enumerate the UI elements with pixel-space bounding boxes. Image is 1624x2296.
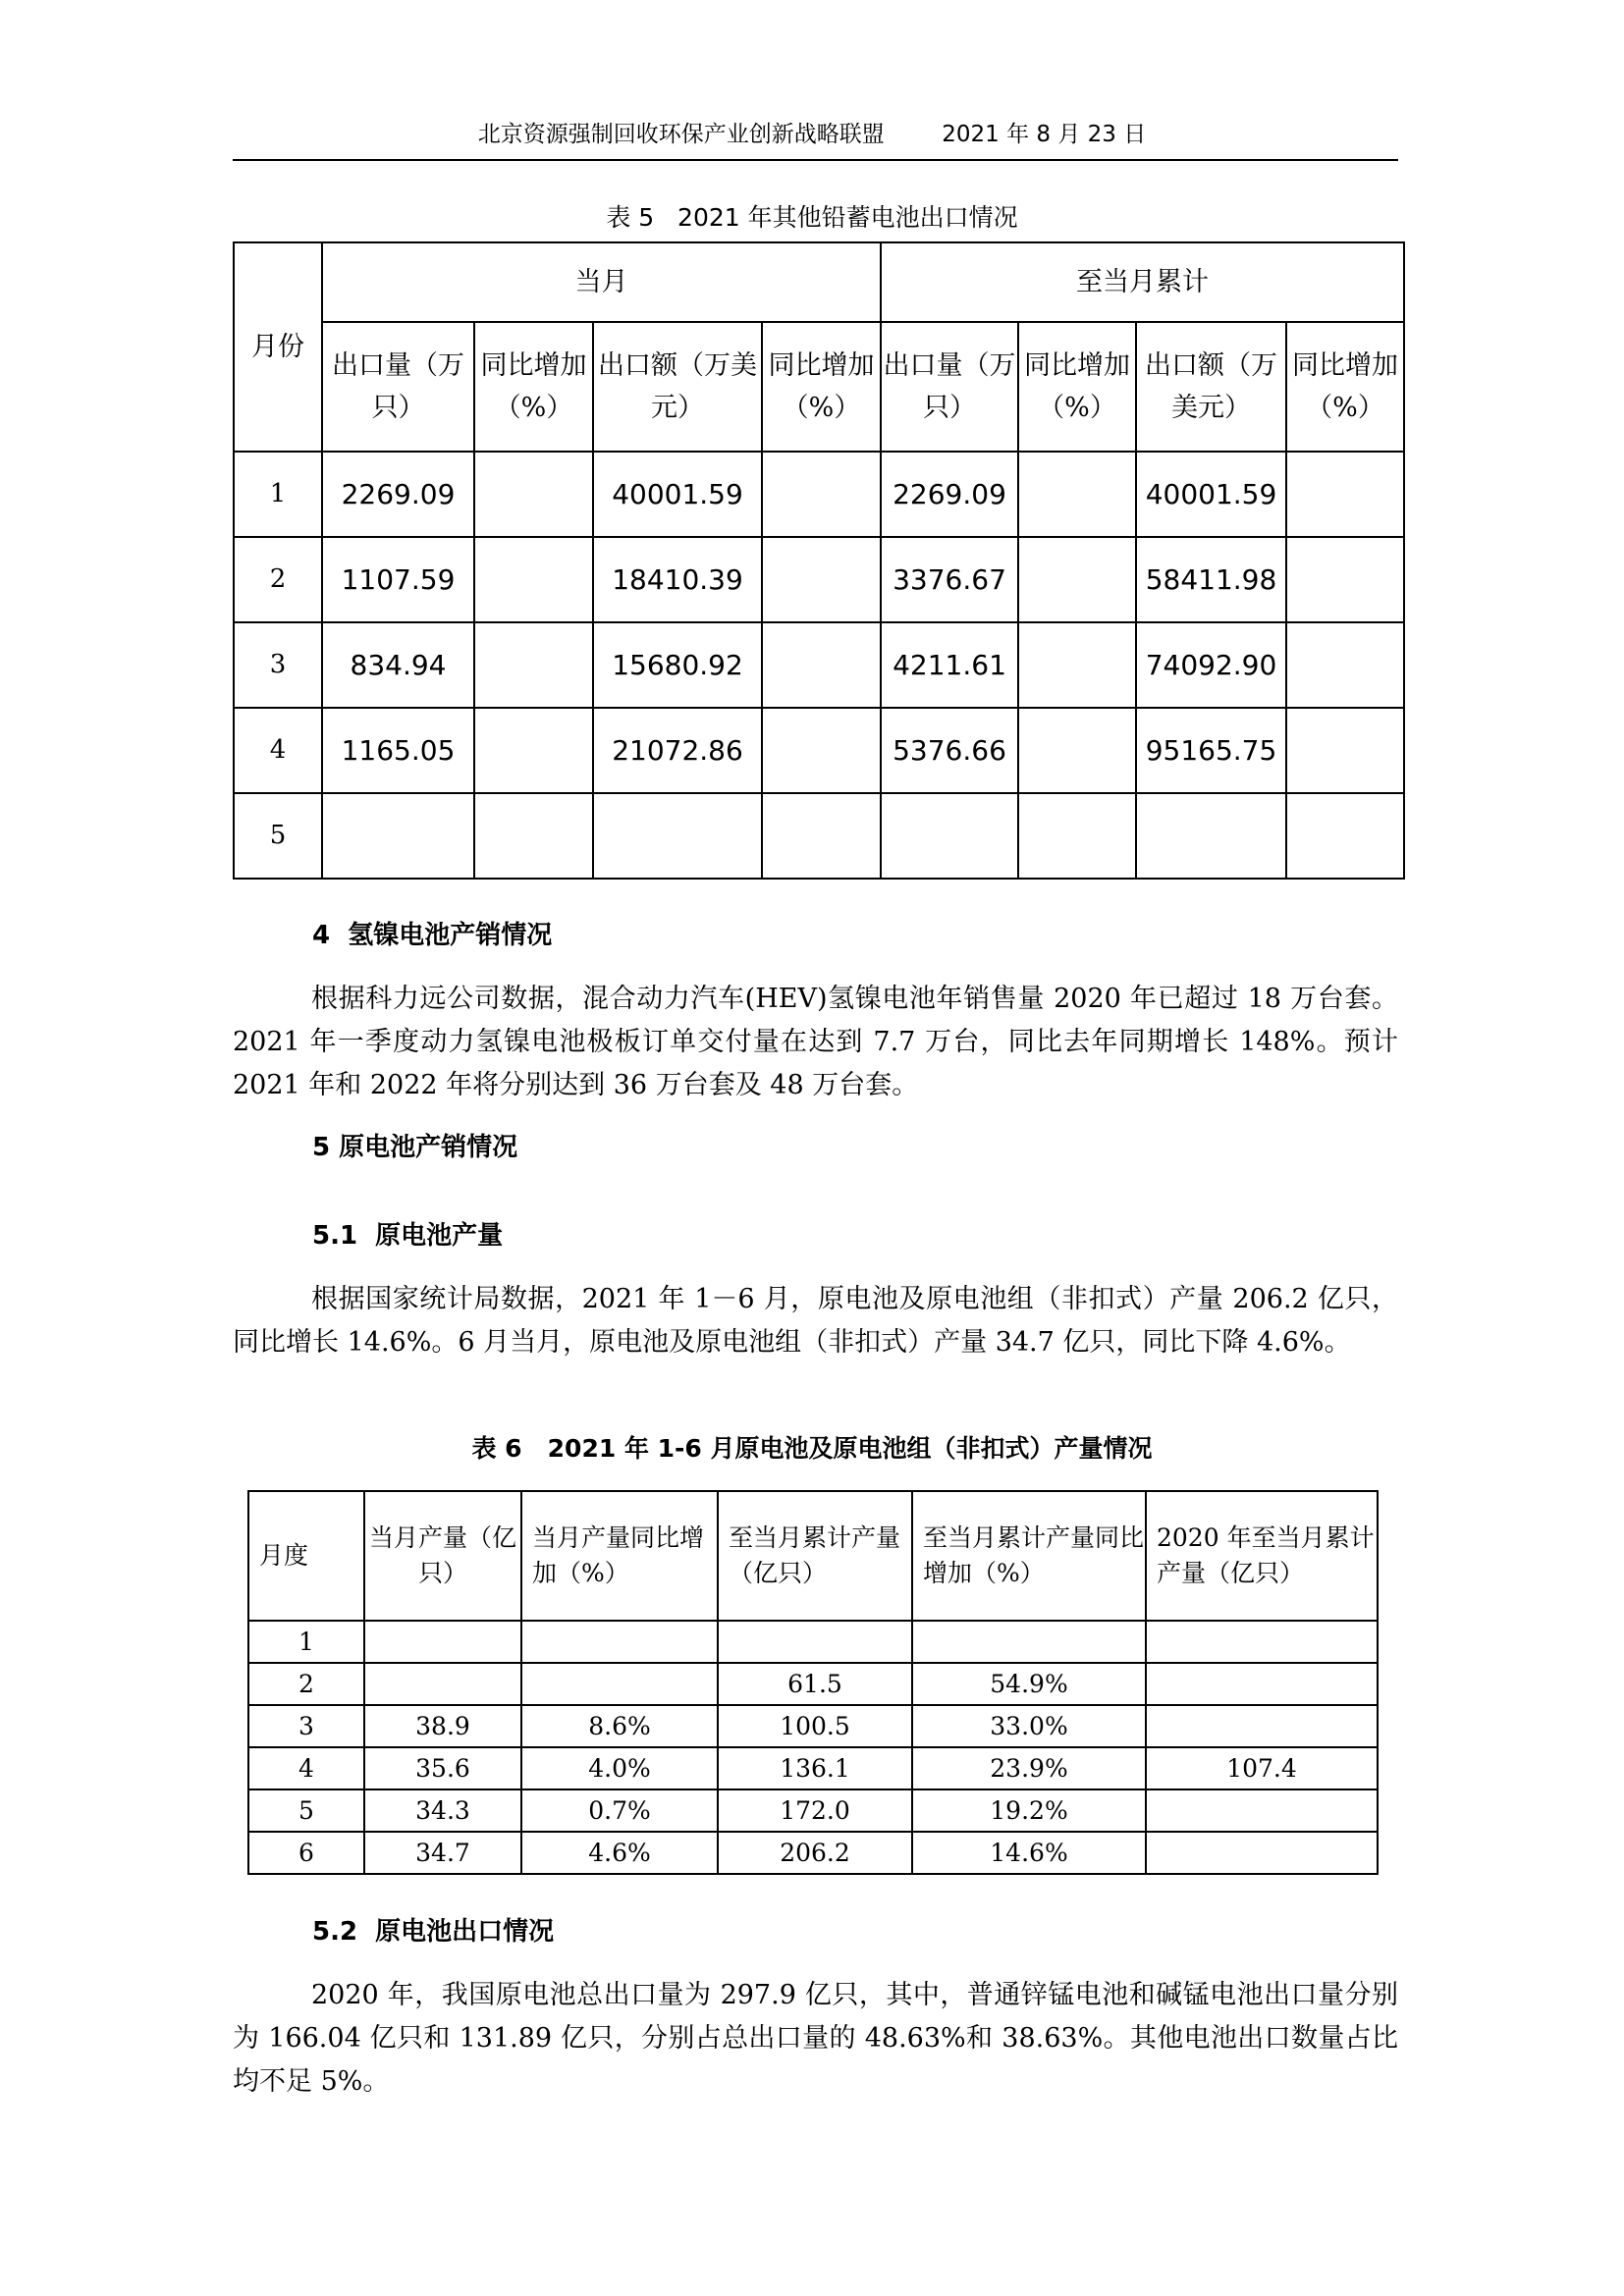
table6-cell-month: 4 [248, 1747, 364, 1789]
table5-cell: 15680.92 [593, 622, 762, 708]
table6-cell-month: 6 [248, 1832, 364, 1874]
table5-cell: 18410.39 [593, 537, 762, 622]
table5-cell [1286, 452, 1404, 537]
header-date: 2021 年 8 月 23 日 [942, 122, 1147, 147]
table6-cell [364, 1663, 521, 1705]
table5 [233, 241, 1405, 880]
table6-cell-month: 1 [248, 1621, 364, 1663]
table6-header: 至当月累计产量同比增加（%） [912, 1491, 1146, 1621]
table5-cell [1018, 793, 1136, 879]
table6-cell: 172.0 [718, 1789, 912, 1832]
table5-cell-month: 1 [234, 452, 322, 537]
table5-cell [1018, 708, 1136, 793]
table5-cell: 4211.61 [881, 622, 1018, 708]
table5-cell [762, 793, 881, 879]
table6-header: 月度 [248, 1491, 364, 1621]
table6-cell: 34.3 [364, 1789, 521, 1832]
table5-subheader: 出口额（万美元） [593, 322, 762, 452]
table6-cell: 136.1 [718, 1747, 912, 1789]
table6-cell [718, 1621, 912, 1663]
section-4-paragraph: 根据科力远公司数据，混合动力汽车(HEV)氢镍电池年销售量 2020 年已超过 18 万台套。2021 年一季度动力氢镍电池极板订单交付量在达到 7.7 万台，同比去年同期增长 148%。预计 2021 年和 2022 年将分别达到 36 万台套及 48 万台套。 [233, 984, 1398, 1100]
table5-cell [881, 793, 1018, 879]
table5-cell [1286, 708, 1404, 793]
table5-cell: 58411.98 [1136, 537, 1286, 622]
table6-cell [521, 1663, 718, 1705]
table5-subheader: 出口量（万只） [322, 322, 474, 452]
table6-cell [912, 1621, 1146, 1663]
table5-subheader: 同比增加（%） [1286, 322, 1404, 452]
table5-subheader: 同比增加（%） [1018, 322, 1136, 452]
table6-cell [1146, 1789, 1378, 1832]
table6-cell-month: 5 [248, 1789, 364, 1832]
table6-cell-month: 3 [248, 1705, 364, 1747]
section-5-1-heading: 5.1 原电池产量 [312, 1221, 504, 1251]
table5-cell: 40001.59 [593, 452, 762, 537]
table5-cell: 2269.09 [322, 452, 474, 537]
section-5-2-paragraph: 2020 年，我国原电池总出口量为 297.9 亿只，其中，普通锌锰电池和碱锰电池出口量分别为 166.04 亿只和 131.89 亿只，分别占总出口量的 48.63%和 38.63%。其他电池出口数量占比均不足 5%。 [233, 1980, 1398, 2097]
table5-group-current: 当月 [322, 242, 881, 322]
table-row [248, 1789, 1378, 1832]
header-org: 北京资源强制回收环保产业创新战略联盟 [477, 122, 885, 147]
table6-header: 当月产量同比增加（%） [521, 1491, 718, 1621]
table6-cell: 14.6% [912, 1832, 1146, 1874]
table5-cell [762, 537, 881, 622]
header-rule [233, 159, 1398, 161]
table6-cell: 4.0% [521, 1747, 718, 1789]
table5-cell [474, 537, 593, 622]
table5-cell [474, 622, 593, 708]
table6-cell: 35.6 [364, 1747, 521, 1789]
table-row [248, 1747, 1378, 1789]
table6-cell [521, 1621, 718, 1663]
table6-cell [1146, 1663, 1378, 1705]
table5-cell [762, 708, 881, 793]
table5-cell: 74092.90 [1136, 622, 1286, 708]
table6-header: 当月产量（亿只） [364, 1491, 521, 1621]
table6-cell: 4.6% [521, 1832, 718, 1874]
table5-cell [474, 793, 593, 879]
table-row [248, 1663, 1378, 1705]
table-row [234, 622, 1404, 708]
page-header [0, 120, 1624, 149]
table5-subheader: 出口量（万只） [881, 322, 1018, 452]
table6-cell: 54.9% [912, 1663, 1146, 1705]
table5-cell: 834.94 [322, 622, 474, 708]
table6-header: 2020 年至当月累计产量（亿只） [1146, 1491, 1378, 1621]
table6-cell: 8.6% [521, 1705, 718, 1747]
table5-cell: 95165.75 [1136, 708, 1286, 793]
table6-cell: 33.0% [912, 1705, 1146, 1747]
table5-cell: 1165.05 [322, 708, 474, 793]
table6-cell [1146, 1705, 1378, 1747]
table6-cell: 38.9 [364, 1705, 521, 1747]
table6-cell: 34.7 [364, 1832, 521, 1874]
table5-subheader: 同比增加（%） [762, 322, 881, 452]
table5-cell: 2269.09 [881, 452, 1018, 537]
table6-header: 至当月累计产量（亿只） [718, 1491, 912, 1621]
section-4-heading: 4 氢镍电池产销情况 [312, 921, 553, 950]
table-row [234, 708, 1404, 793]
table6-cell [364, 1621, 521, 1663]
table5-cell: 21072.86 [593, 708, 762, 793]
table6-cell: 206.2 [718, 1832, 912, 1874]
table5-cell: 40001.59 [1136, 452, 1286, 537]
table-row [248, 1621, 1378, 1663]
table-row [234, 537, 1404, 622]
table6-cell: 23.9% [912, 1747, 1146, 1789]
section-5-heading: 5 原电池产销情况 [312, 1133, 518, 1162]
table5-cell-month: 3 [234, 622, 322, 708]
table6-cell: 61.5 [718, 1663, 912, 1705]
table6-cell [1146, 1832, 1378, 1874]
table-row [248, 1832, 1378, 1874]
table5-cell [1286, 537, 1404, 622]
table5-cell [762, 622, 881, 708]
table5-cell [1018, 452, 1136, 537]
section-5-2-heading: 5.2 原电池出口情况 [312, 1917, 555, 1947]
table5-cell-month: 2 [234, 537, 322, 622]
table5-cell [1286, 793, 1404, 879]
table6-cell: 0.7% [521, 1789, 718, 1832]
table5-subheader: 出口额（万美元） [1136, 322, 1286, 452]
table6-cell: 19.2% [912, 1789, 1146, 1832]
table5-cell-month: 5 [234, 793, 322, 879]
table5-group-cumulative: 至当月累计 [881, 242, 1404, 322]
table5-cell: 5376.66 [881, 708, 1018, 793]
table6-caption: 表 6 2021 年 1-6 月原电池及原电池组（非扣式）产量情况 [471, 1434, 1153, 1463]
table6-cell: 100.5 [718, 1705, 912, 1747]
table5-cell [1018, 622, 1136, 708]
table6-cell [1146, 1621, 1378, 1663]
table5-cell-month: 4 [234, 708, 322, 793]
table5-cell: 3376.67 [881, 537, 1018, 622]
table6 [247, 1490, 1379, 1875]
table5-month-header: 月份 [234, 242, 322, 452]
table5-cell [1286, 622, 1404, 708]
table5-cell [1018, 537, 1136, 622]
table5-cell [593, 793, 762, 879]
table5-cell: 1107.59 [322, 537, 474, 622]
table5-cell [1136, 793, 1286, 879]
table5-cell [762, 452, 881, 537]
table6-cell: 107.4 [1146, 1747, 1378, 1789]
table5-cell [474, 452, 593, 537]
table5-subheader: 同比增加（%） [474, 322, 593, 452]
table-row [234, 452, 1404, 537]
table-row [234, 793, 1404, 879]
table-row [248, 1705, 1378, 1747]
section-5-1-paragraph: 根据国家统计局数据，2021 年 1－6 月，原电池及原电池组（非扣式）产量 206.2 亿只，同比增长 14.6%。6 月当月，原电池及原电池组（非扣式）产量 34.7 亿只，同比下降 4.6%。 [233, 1284, 1398, 1358]
table5-cell [322, 793, 474, 879]
table5-cell [474, 708, 593, 793]
table6-cell-month: 2 [248, 1663, 364, 1705]
table5-caption: 表 5 2021 年其他铅蓄电池出口情况 [606, 203, 1018, 232]
